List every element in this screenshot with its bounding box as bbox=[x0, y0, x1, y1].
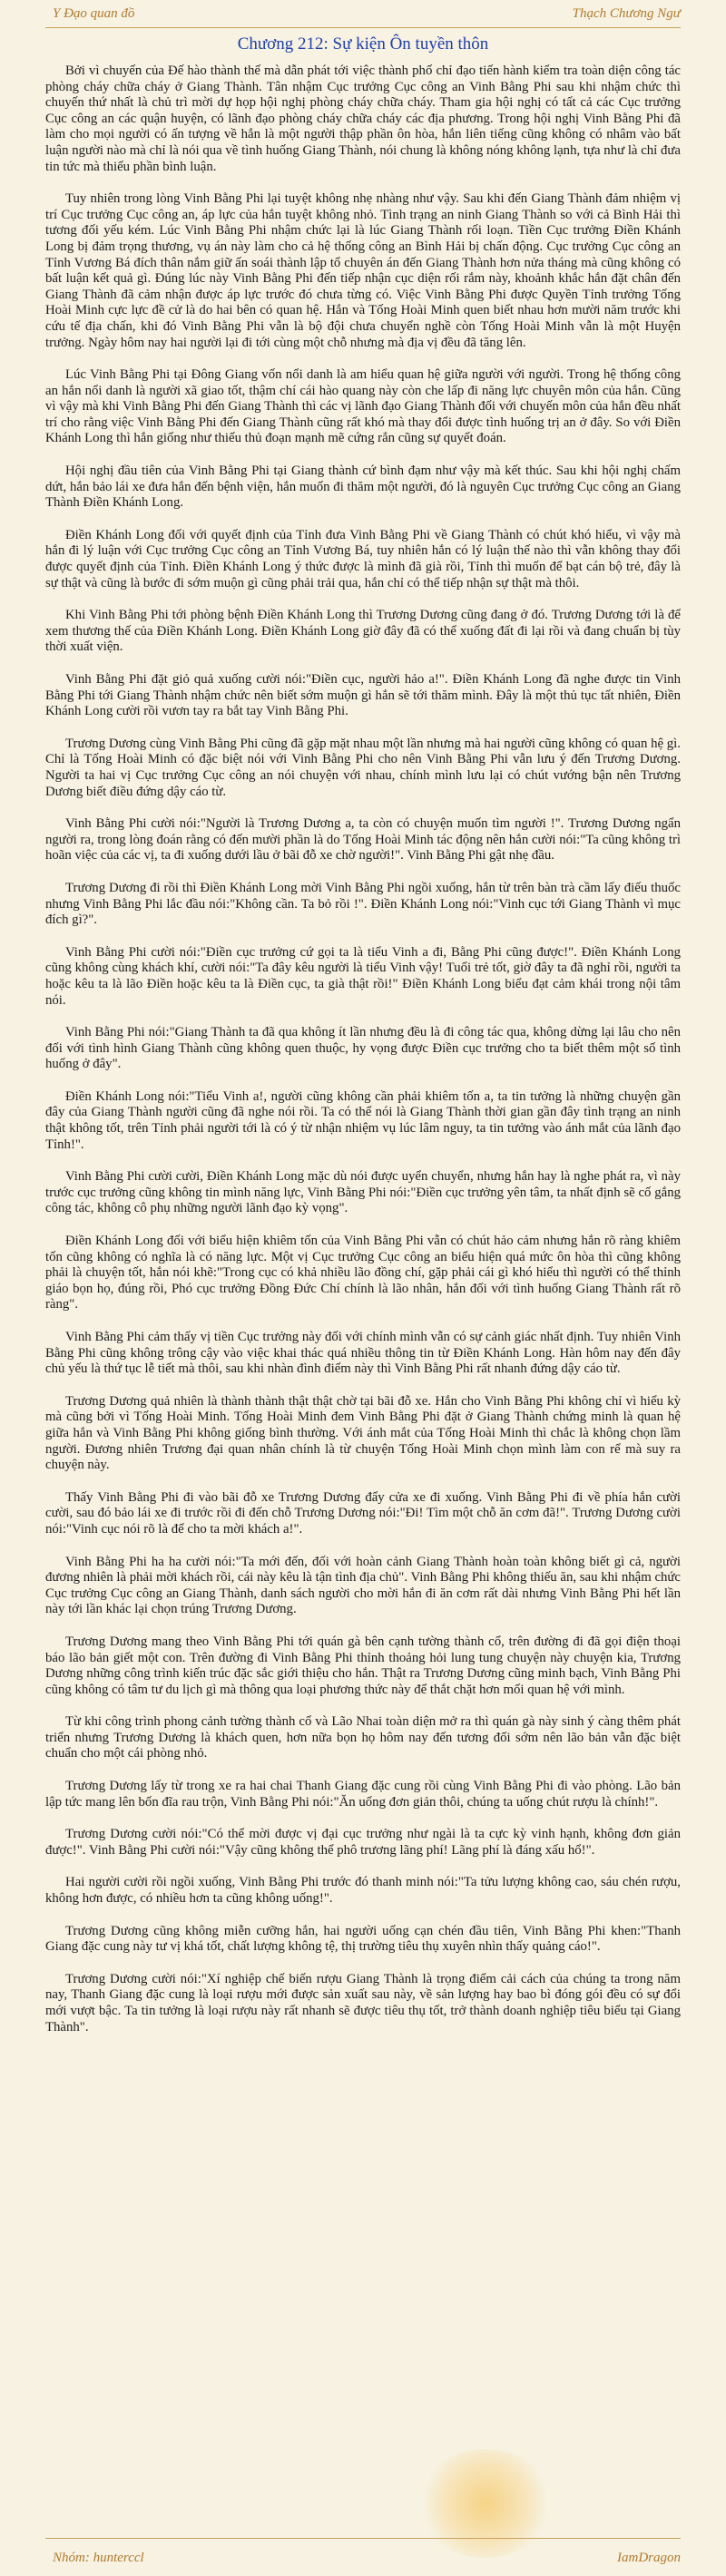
translator-credit: IamDragon bbox=[617, 2550, 681, 2565]
paragraph: Điền Khánh Long đối với biểu hiện khiêm tốn của Vinh Bằng Phi vẫn có chút hảo cảm nhưng hắn rõ ràng khiêm tốn cũng không có nghĩa là có năng lực. Một vị Cục trưởng Cục công an biểu hiện quá mức ôn hòa thì cũng không phải là chuyện tốt, hắn nói khẽ:"Trong cục có khả nhiều lão đồng chí, gặp phải cái gì khó hiểu thì người có thể thỉnh giáo bọn họ, đúng rồi, Phó cục trưởng Đồng Đức Chí chính là lão nhân, hắn đối với tình huống Giang Thành rất rõ ràng". bbox=[45, 1234, 681, 1312]
paragraph: Hội nghị đầu tiên của Vinh Bằng Phi tại Giang thành cứ bình đạm như vậy mà kết thúc. Sau khi hội nghị chấm dứt, hắn bảo lái xe đưa hắn đến bệnh viện, hắn muốn đi thăm một người, đó là nguyên Cục trưởng Cục công an Giang Thành Điền Khánh Long. bbox=[45, 463, 681, 511]
paragraph: Vinh Bằng Phi cảm thấy vị tiền Cục trưởng này đối với chính mình vẫn có sự cảnh giác nhất định. Tuy nhiên Vinh Bằng Phi cũng không trông cậy vào việc khai thác quá nhiều thông tin từ Điền Khánh Long. Hàn hôm nay đến đây chủ yếu là thứ tục lễ tiết mà thôi, sau khi nhàn đình điểm này thì Vinh Bằng Phi rất nhanh đứng dậy cáo từ. bbox=[45, 1330, 681, 1377]
paragraph: Vinh Bằng Phi cười nói:"Người là Trương Dương a, ta còn có chuyện muốn tìm người !". Trương Dương ngẩn người ra, trong lòng đoán rằng có đến mười phần là do Tống Hoài Minh tác động nên hắn cười nói:"Ta cũng không trì hoãn việc của các vị, ta đi xuống dưới lầu ở bãi đỗ xe chờ người!". Vinh Bằng Phi gật nhẹ đầu. bbox=[45, 816, 681, 864]
header-divider bbox=[45, 27, 681, 28]
paragraph: Từ khi công trình phong cảnh tường thành cổ và Lão Nhai toàn diện mở ra thì quán gà này sinh ý càng thêm phát triển nhưng Trương Dương là khách quen, hơn nữa bọn họ hôm nay đến tương đối sớm nên lão bản vẫn đặc biệt chuẩn cho một cái phòng nhỏ. bbox=[45, 1714, 681, 1761]
chapter-title: Chương 212: Sự kiện Ôn tuyền thôn bbox=[237, 34, 489, 54]
paragraph: Trương Dương cười nói:"Có thể mời được vị đại cục trưởng như ngài là ta cực kỳ vinh hạnh, không đơn giản được!". Vinh Bằng Phi cười nói:"Vậy cũng không thể phô trương lãng phí! Lãng phí là đáng xấu hổ!". bbox=[45, 1827, 681, 1858]
paragraph: Vinh Bằng Phi nói:"Giang Thành ta đã qua không ít lần nhưng đều là đi công tác qua, không dừng lại lâu cho nên đối với tình hình Giang Thành cũng không quen thuộc, hy vọng được Điền cục trưởng cho ta biết thêm một số tình huống ở đây". bbox=[45, 1025, 681, 1072]
paragraph: Trương Dương lấy từ trong xe ra hai chai Thanh Giang đặc cung rồi cùng Vinh Bằng Phi đi vào phòng. Lão bản lập tức mang lên bốn đĩa rau trộn, Vinh Bằng Phi nói:"Ăn uống đơn giản thôi, chúng ta uống chút rượu là chính!". bbox=[45, 1779, 681, 1810]
paragraph: Bởi vì chuyến của Đế hào thành thế mà dẫn phát tới việc thành phố chỉ đạo tiến hành kiểm tra toàn diện công tác phòng cháy chữa cháy ở Giang Thành. Tân nhậm Cục trưởng Cục công an Vinh Bằng Phi sau khi nhậm chức thì chuyến thứ nhất là chủ trì mời dự họp hội nghị phòng cháy chữa cháy. Tham gia hội nghị có tất cả các Cục trưởng Cục công an các quận huyện, có lãnh đạo phòng cháy chữa cháy các địa phương. Trong hội nghị Vinh Bằng Phi đã làm cho mọi người có ấn tượng về hắn là một người thập phần ôn hòa, hắn liên tiếng cũng không có nhâm vào bất luận người nào mà chỉ là nói qua về tình huống Giang Thành, nói chung là không nóng không lạnh, tựa như là chỉ đưa tin tức mà thiếu phần bình luận. bbox=[45, 63, 681, 174]
paragraph: Trương Dương mang theo Vinh Bằng Phi tới quán gà bên cạnh tường thành cổ, trên đường đi đã gọi điện thoại báo lão bản giết một con. Trên đường đi Vinh Bằng Phi thỉnh thoảng hỏi lung tung chuyện này chuyện kia, Trương Dương những công trình kiến trúc đặc sắc giới thiệu cho hắn. Thật ra Trương Dương cũng minh bạch, Vinh Bằng Phi cũng không có tâm tư du lịch gì mà thông qua loại phương thức này để thắt chặt hơn mối quan hệ với mình. bbox=[45, 1634, 681, 1697]
paragraph: Hai người cười rồi ngồi xuống, Vinh Bằng Phi trước đó thanh minh nói:"Ta tửu lượng không cao, sáu chén rượu, không hơn được, có nhiều hơn ta cũng không uống!". bbox=[45, 1875, 681, 1907]
paragraph: Vinh Bằng Phi ha ha cười nói:"Ta mới đến, đối với hoàn cảnh Giang Thành hoàn toàn không biết gì cả, người đương nhiên là phải mời khách rồi, cái này kêu là tận tình địa chủ". Vinh Bằng Phi không thiếu ăn, sau khi nhậm chức Cục trưởng Cục công an Giang Thành, danh sách người cho mời hắn đi ăn cơm rất dài nhưng Vinh Bằng Phi hết lần này tới lần khác lại chọn trúng Trương Dương. bbox=[45, 1554, 681, 1617]
paragraph: Trương Dương đi rồi thì Điền Khánh Long mời Vinh Bằng Phi ngồi xuống, hắn từ trên bàn trà cầm lấy điếu thuốc nhưng Vinh Bằng Phi lắc đầu nói:"Không cần. Ta bỏ rồi !". Điền Khánh Long nói:"Vinh cục tới Giang Thành vì mục đích gì?". bbox=[45, 880, 681, 928]
paragraph: Vinh Bằng Phi cười nói:"Điền cục trưởng cứ gọi ta là tiểu Vinh a đi, Bằng Phi cũng được!". Điền Khánh Long cũng không cùng khách khí, cười nói:"Ta đây kêu người là tiểu Vinh vậy! Tuổi trẻ tốt, giờ đây ta đã nghỉ rồi, người ta hoặc kêu ta là lão Điền hoặc kêu ta là Điền cục, ta già thật rồi!" Điền Khánh Long biểu đạt cảm khái trong nội tâm nói. bbox=[45, 944, 681, 1008]
chapter-body bbox=[45, 63, 681, 2531]
paragraph: Vinh Bằng Phi đặt giỏ quả xuống cười nói:"Điền cục, người hảo a!". Điền Khánh Long đã nghe được tin Vinh Bằng Phi tới Giang Thành nhậm chức nên biết sớm muộn gì hắn sẽ tới thăm mình. Đây là một thủ tục tất nhiên, Điền Khánh Long cười rồi vươn tay ra bắt tay Vinh Bằng Phi. bbox=[45, 672, 681, 719]
paragraph: Điền Khánh Long đối với quyết định của Tỉnh đưa Vinh Bằng Phi về Giang Thành có chút khó hiểu, vì vậy mà hắn đi lý luận với Cục trưởng Cục công an Tỉnh Vương Bá, tuy nhiên hắn có lý luận thế nào thì vẫn không thay đổi được quyết định của Tỉnh. Điền Khánh Long ý thức được là mình đã già rồi, Tỉnh thì muốn để bạt cán bộ trẻ, đây là sự thật và cũng là bước đi sớm muộn gì cũng phải trải qua, hắn chỉ có thể tiếp nhận sự thật mà thôi. bbox=[45, 527, 681, 590]
paragraph: Trương Dương cùng Vinh Bằng Phi cũng đã gặp mặt nhau một lần nhưng mà hai người cũng không có quan hệ gì. Chỉ là Tống Hoài Minh có đặc biệt nói với Vinh Bằng Phi cho nên Vinh Bằng Phi vẫn lưu ý đến Trương Dương. Người ta hai vị Cục trưởng Cục công an nói chuyện với nhau, chính mình lưu lại có chút vướng bận nên Trương Dương biết điều đứng dậy cáo từ. bbox=[45, 736, 681, 799]
page-header bbox=[0, 0, 726, 27]
group-credit: Nhóm: hunterccl bbox=[53, 2550, 144, 2565]
footer-divider bbox=[45, 2538, 681, 2539]
paragraph: Điền Khánh Long nói:"Tiểu Vinh a!, người cũng không cần phải khiêm tốn a, ta tin tưởng là những chuyện gần đây của Giang Thành người cũng đã nghe nói rồi. Ta có thể nói là Giang Thành thời gian gần đây tình trạng an ninh thật không tốt, trên Tỉnh phải người tới là có ý từ nhận nhiệm vụ lúc lâm nguy, ta tin tưởng vào ánh mắt của lãnh đạo Tỉnh!". bbox=[45, 1088, 681, 1152]
paragraph: Vinh Bằng Phi cười cười, Điền Khánh Long mặc dù nói được uyển chuyển, nhưng hắn hay là nghe phát ra, vì này trước cục trưởng cũng không tin mình năng lực, Vinh Bằng Phi nói:"Điền cục trưởng yên tâm, ta nhất định sẽ cố gắng công tác, không cô phụ những người lãnh đạo kỳ vọng". bbox=[45, 1169, 681, 1216]
paragraph: Tuy nhiên trong lòng Vinh Bằng Phi lại tuyệt không nhẹ nhàng như vậy. Sau khi đến Giang Thành đảm nhiệm vị trí Cục trưởng Cục công an, áp lực của hắn tuyệt không nhỏ. Tình trạng an ninh Giang Thành so với cả Bình Hải thì tương đối yếu kém. Lúc Vinh Bằng Phi nhậm chức lại là lúc Giang Thành rối loạn. Tiền Cục trưởng Điền Khánh Long bị đảm trọng thương, vụ án này làm cho cả hệ thống công an Bình Hải bị chấn động. Cục trưởng Cục công an Tỉnh Vương Bá đích thân nắm giữ ấn soái thành lập tổ chuyên án đến Giang Thành hơn nửa tháng mà cũng không có bất luận kết quả gì. Đúng lúc này Vinh Bằng Phi đến tiếp nhận cục diện rối rắm này, khoảnh khắc hắn đặt chân đến Giang Thành đã cảm nhận được áp lực trước đó chưa từng có. Việc Vinh Bằng Phi được Quyền Tỉnh trưởng Tống Hoài Minh cực lực đề cử là do hai bên có quan hệ. Hắn và Tống Hoài Minh quen biết nhau hơn mười năm trước khi cứu tế địa chấn, khi đó Vinh Bằng Phi vẫn là bộ đội chưa chuyển nghề còn Tống Hoài Minh vẫn là một Huyện trưởng. Ngày hôm nay hai người lại đi tới cùng một chỗ nhưng mà địa vị đều đã tăng lên. bbox=[45, 191, 681, 350]
paragraph: Trương Dương cũng không miễn cưỡng hắn, hai người uống cạn chén đầu tiên, Vinh Bằng Phi khen:"Thanh Giang đặc cung này tư vị khá tốt, chất lượng không tệ, thị trường tiêu thụ xuyên nhìn thấy quảng cáo!". bbox=[45, 1923, 681, 1955]
paragraph: Khi Vinh Bằng Phi tới phòng bệnh Điền Khánh Long thì Trương Dương cũng đang ở đó. Trương Dương tới là để xem thương thế của Điền Khánh Long. Điền Khánh Long giờ đây đã có thể xuống đất đi lại rồi và đang chuẩn bị tùy thời xuất viện. bbox=[45, 608, 681, 655]
paragraph: Lúc Vinh Bằng Phi tại Đông Giang vốn nổi danh là am hiểu quan hệ giữa người với người. Trong hệ thống công an hắn nổi danh là người xã giao tốt, thậm chí cái hào quang này còn che lấp đi năng lực chuyên môn của hắn. Cũng vì vậy mà khi Vinh Bằng Phi đến Giang Thành thì các vị lãnh đạo Giang Thành đối với chuyến môn của hắn đều nhất trí cho rằng việc Vinh Bằng Phi đến Giang Thành cũng rất khó mà thay đổi được tình huống trị an ở đây. So với Điền Khánh Long thì hắn giống như thiếu thủ đoạn mạnh mẽ cứng rắn cũng sự quyết đoán. bbox=[45, 367, 681, 446]
paragraph: Thấy Vinh Bằng Phi đi vào bãi đỗ xe Trương Dương đẩy cửa xe đi xuống. Vinh Bằng Phi đi về phía hắn cười cười, sau đó bảo lái xe đi trước rồi đi đến chỗ Trương Dương nói:"Đi! Tìm một chỗ ăn cơm đã!". Trương Dương cười nói:"Vinh cục nói rõ là để cho ta mời khách a!". bbox=[45, 1489, 681, 1537]
author-name: Thạch Chương Ngư bbox=[572, 5, 681, 21]
paragraph: Trương Dương cười nói:"Xí nghiệp chế biến rượu Giang Thành là trọng điểm cải cách của chúng ta trong năm nay, Thanh Giang đặc cung là loại rượu mới được sản xuất sau này, về sản lượng hay bao bì đóng gói đều có sự đổi mới vượt bậc. Ta tin tưởng là loại rượu này rất nhanh sẽ được tiêu thụ tốt, trở thành doanh nghiệp tiêu biểu tại Giang Thành". bbox=[45, 1971, 681, 2034]
book-title: Y Đạo quan đồ bbox=[53, 5, 135, 21]
page-footer bbox=[0, 2540, 726, 2576]
paragraph: Trương Dương quả nhiên là thành thành thật thật chờ tại bãi đỗ xe. Hắn cho Vinh Bằng Phi không chỉ vì hiểu kỳ mà cũng bởi vì Tống Hoài Minh. Tống Hoài Minh đem Vinh Bằng Phi đặt ở Giang Thành chứng minh là quan hệ giữa hắn và Vinh Bằng Phi không giống bình thường. Với ánh mắt của Tống Hoài Minh thì chắc là không chọn lầm người. Đương nhiên Trương đại quan nhân chính là từ chuyện Tống Hoài Minh chọn mình làm con rể mà suy ra chuyện này. bbox=[45, 1393, 681, 1473]
